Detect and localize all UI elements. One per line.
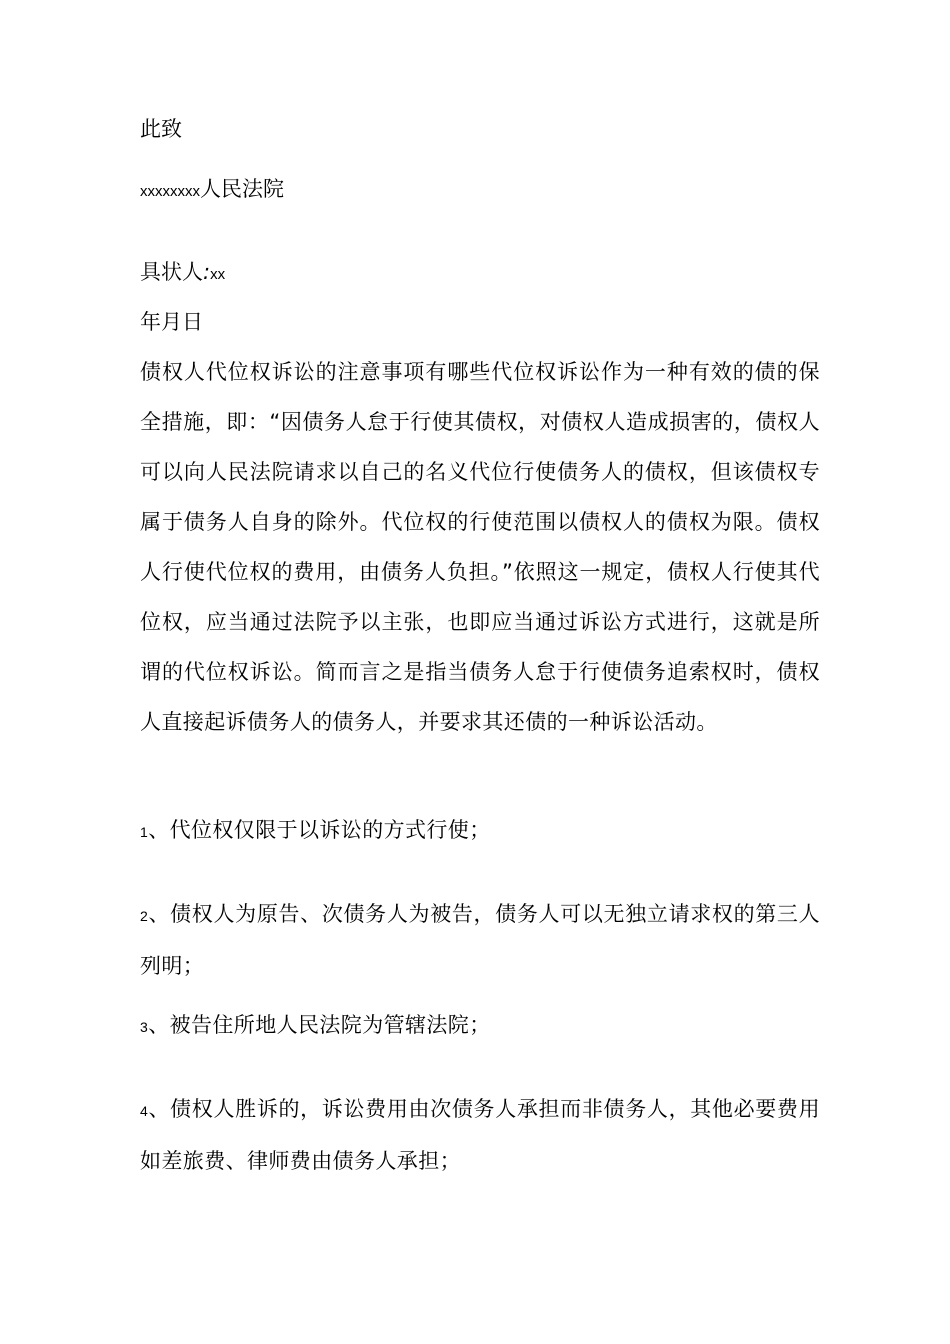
list-item-text: 债权人胜诉的，诉讼费用由次债务人承担而非债务人，其他必要费用如差旅费、律师费由债务人承担；	[140, 1097, 821, 1173]
court-name	[140, 177, 284, 204]
list-item-number: 1	[140, 824, 149, 840]
date-line	[140, 310, 203, 335]
list-item-separator: 、	[148, 1013, 170, 1037]
signer-value: xx	[210, 266, 226, 283]
salutation-text: 此致	[140, 117, 182, 141]
list-item-text: 被告住所地人民法院为管辖法院；	[169, 1013, 491, 1037]
salutation	[140, 117, 182, 142]
court-suffix: 人民法院	[200, 177, 284, 201]
list-item-text: 债权人为原告、次债务人为被告，债务人可以无独立请求权的第三人列明；	[140, 902, 821, 978]
signer-label: 具状人	[140, 260, 203, 284]
court-prefix: xxxxxxxx	[140, 183, 200, 200]
list-item-number: 2	[140, 908, 149, 924]
list-item-2	[140, 889, 820, 991]
list-item-separator: 、	[148, 818, 170, 842]
list-item-3	[140, 1000, 820, 1052]
list-item-text: 代位权仅限于以诉讼的方式行使；	[169, 818, 491, 842]
date-text: 年月日	[140, 310, 203, 334]
list-item-4	[140, 1084, 820, 1186]
signer-line	[140, 260, 225, 287]
list-item-separator: 、	[148, 902, 171, 926]
intro-paragraph: 债权人代位权诉讼的注意事项有哪些代位权诉讼作为一种有效的债的保全措施，即：“因债务人怠于行使其债权，对债权人造成损害的，债权人可以向人民法院请求以自己的名义代位行使债务人的债权，但该债权专属于债务人自身的除外。代位权的行使范围以债权人的债权为限。债权人行使代位权的费用，由债务人负担。”依照这一规定，债权人行使其代位权，应当通过法院予以主张，也即应当通过诉讼方式进行，这就是所谓的代位权诉讼。简而言之是指当债务人怠于行使债务追索权时，债权人直接起诉债务人的债务人，并要求其还债的一种诉讼活动。	[140, 360, 820, 734]
signer-separator: :	[203, 260, 211, 284]
list-item-1	[140, 805, 820, 857]
list-item-number: 4	[140, 1103, 149, 1119]
list-item-number: 3	[140, 1019, 149, 1035]
list-item-separator: 、	[148, 1097, 171, 1121]
